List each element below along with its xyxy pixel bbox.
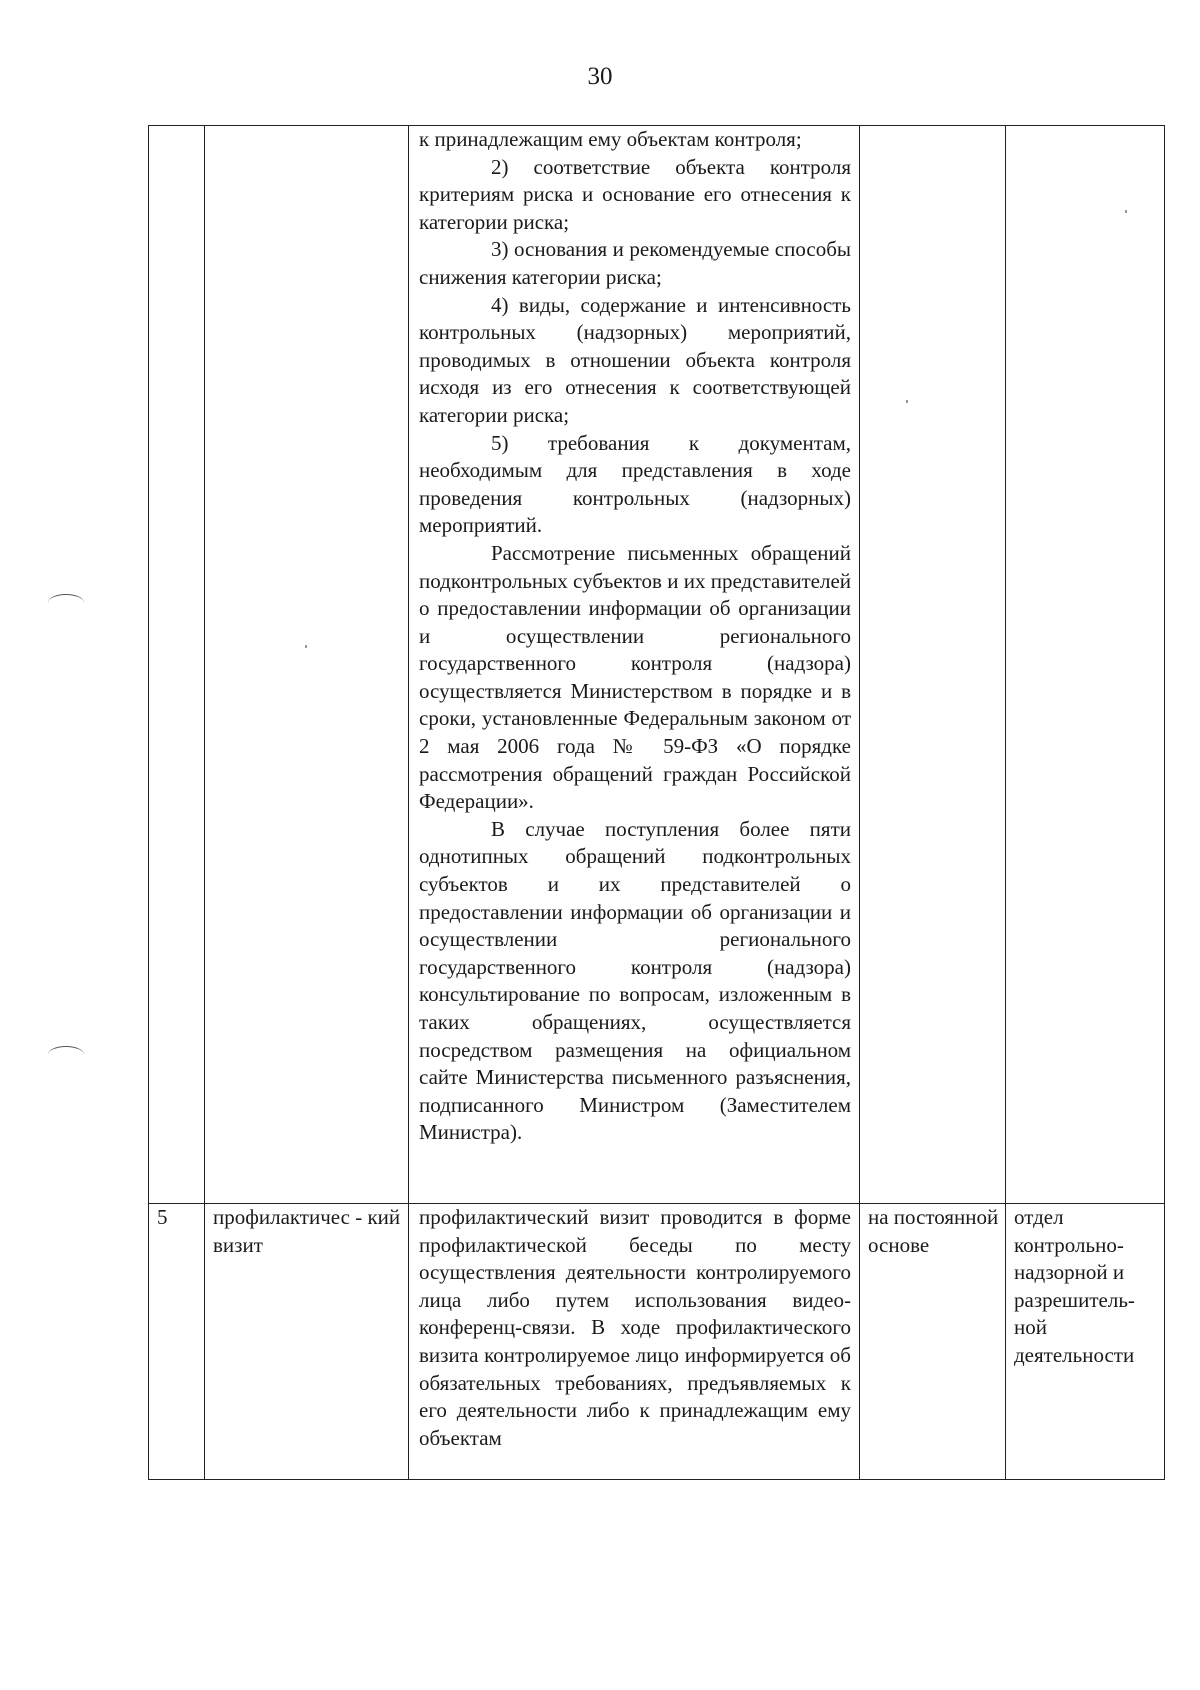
cell-description-row5 bbox=[409, 1204, 860, 1480]
cell-responsible-empty bbox=[1006, 126, 1165, 1204]
cell-number: 5 bbox=[149, 1204, 205, 1480]
table-row-continuation bbox=[149, 126, 1165, 1204]
cell-name: профилактичес - кий визит bbox=[205, 1204, 409, 1480]
desc-paragraph-4: 4) виды, содержание и интенсивность контрольных (надзорных) мероприятий, проводимых в отношении объекта контроля исходя из его отнесения к соответствующей категории риска; bbox=[419, 292, 851, 427]
cell-responsible: отдел контрольно-надзорной и разрешитель-ной деятельности bbox=[1006, 1204, 1165, 1480]
desc-paragraph-5: 5) требования к документам, необходимым для представления в ходе проведения контрольных (надзорных) мероприятий. bbox=[419, 430, 851, 538]
desc-paragraph-1: к принадлежащим ему объектам контроля; bbox=[419, 127, 802, 151]
desc-paragraph-3: 3) основания и рекомендуемые способы снижения категории риска; bbox=[419, 237, 851, 289]
scan-speck bbox=[906, 400, 908, 403]
page-number: 30 bbox=[587, 63, 613, 90]
margin-hole-mark-lower bbox=[48, 1046, 84, 1063]
desc-paragraph-7: В случае поступления более пяти однотипных обращений подконтрольных субъектов и их представителей о предоставлении информации об организации и осуществлении регионального государственного контроля (надзора) консультирование по вопросам, изложенным в таких обращениях, осуществляется посредством размещения на официальном сайте Министерства письменного разъяснения, подписанного Министром (Заместителем Министра). bbox=[419, 816, 851, 1145]
table-row-5 bbox=[149, 1204, 1165, 1480]
cell-name-empty bbox=[205, 126, 409, 1204]
row5-paragraph-1: профилактический визит проводится в форме профилактической беседы по месту осуществления деятельности контролируемого лица либо путем использования видео-конференц-связи. В ходе профилактического визита контролируемое лицо информируется об обязательных требованиях, предъявляемых к его деятельности либо к принадлежащим ему объектам bbox=[419, 1205, 851, 1450]
cell-description bbox=[409, 126, 860, 1204]
desc-paragraph-6: Рассмотрение письменных обращений подконтрольных субъектов и их представителей о предоставлении информации об организации и осуществлении регионального государственного контроля (надзора) осуществляется Министерством в порядке и в сроки, установленные Федеральным законом от 2 мая 2006 года № 59-ФЗ «О порядке рассмотрения обращений граждан Российской Федерации». bbox=[419, 540, 851, 814]
margin-hole-mark-upper bbox=[48, 594, 84, 611]
activities-table bbox=[148, 125, 1165, 1480]
cell-period: на постоянной основе bbox=[860, 1204, 1006, 1480]
cell-period-empty bbox=[860, 126, 1006, 1204]
scan-speck bbox=[1125, 210, 1127, 213]
desc-paragraph-2: 2) соответствие объекта контроля критериям риска и основание его отнесения к категории риска; bbox=[419, 154, 851, 234]
scan-speck bbox=[305, 645, 307, 648]
cell-number-empty bbox=[149, 126, 205, 1204]
